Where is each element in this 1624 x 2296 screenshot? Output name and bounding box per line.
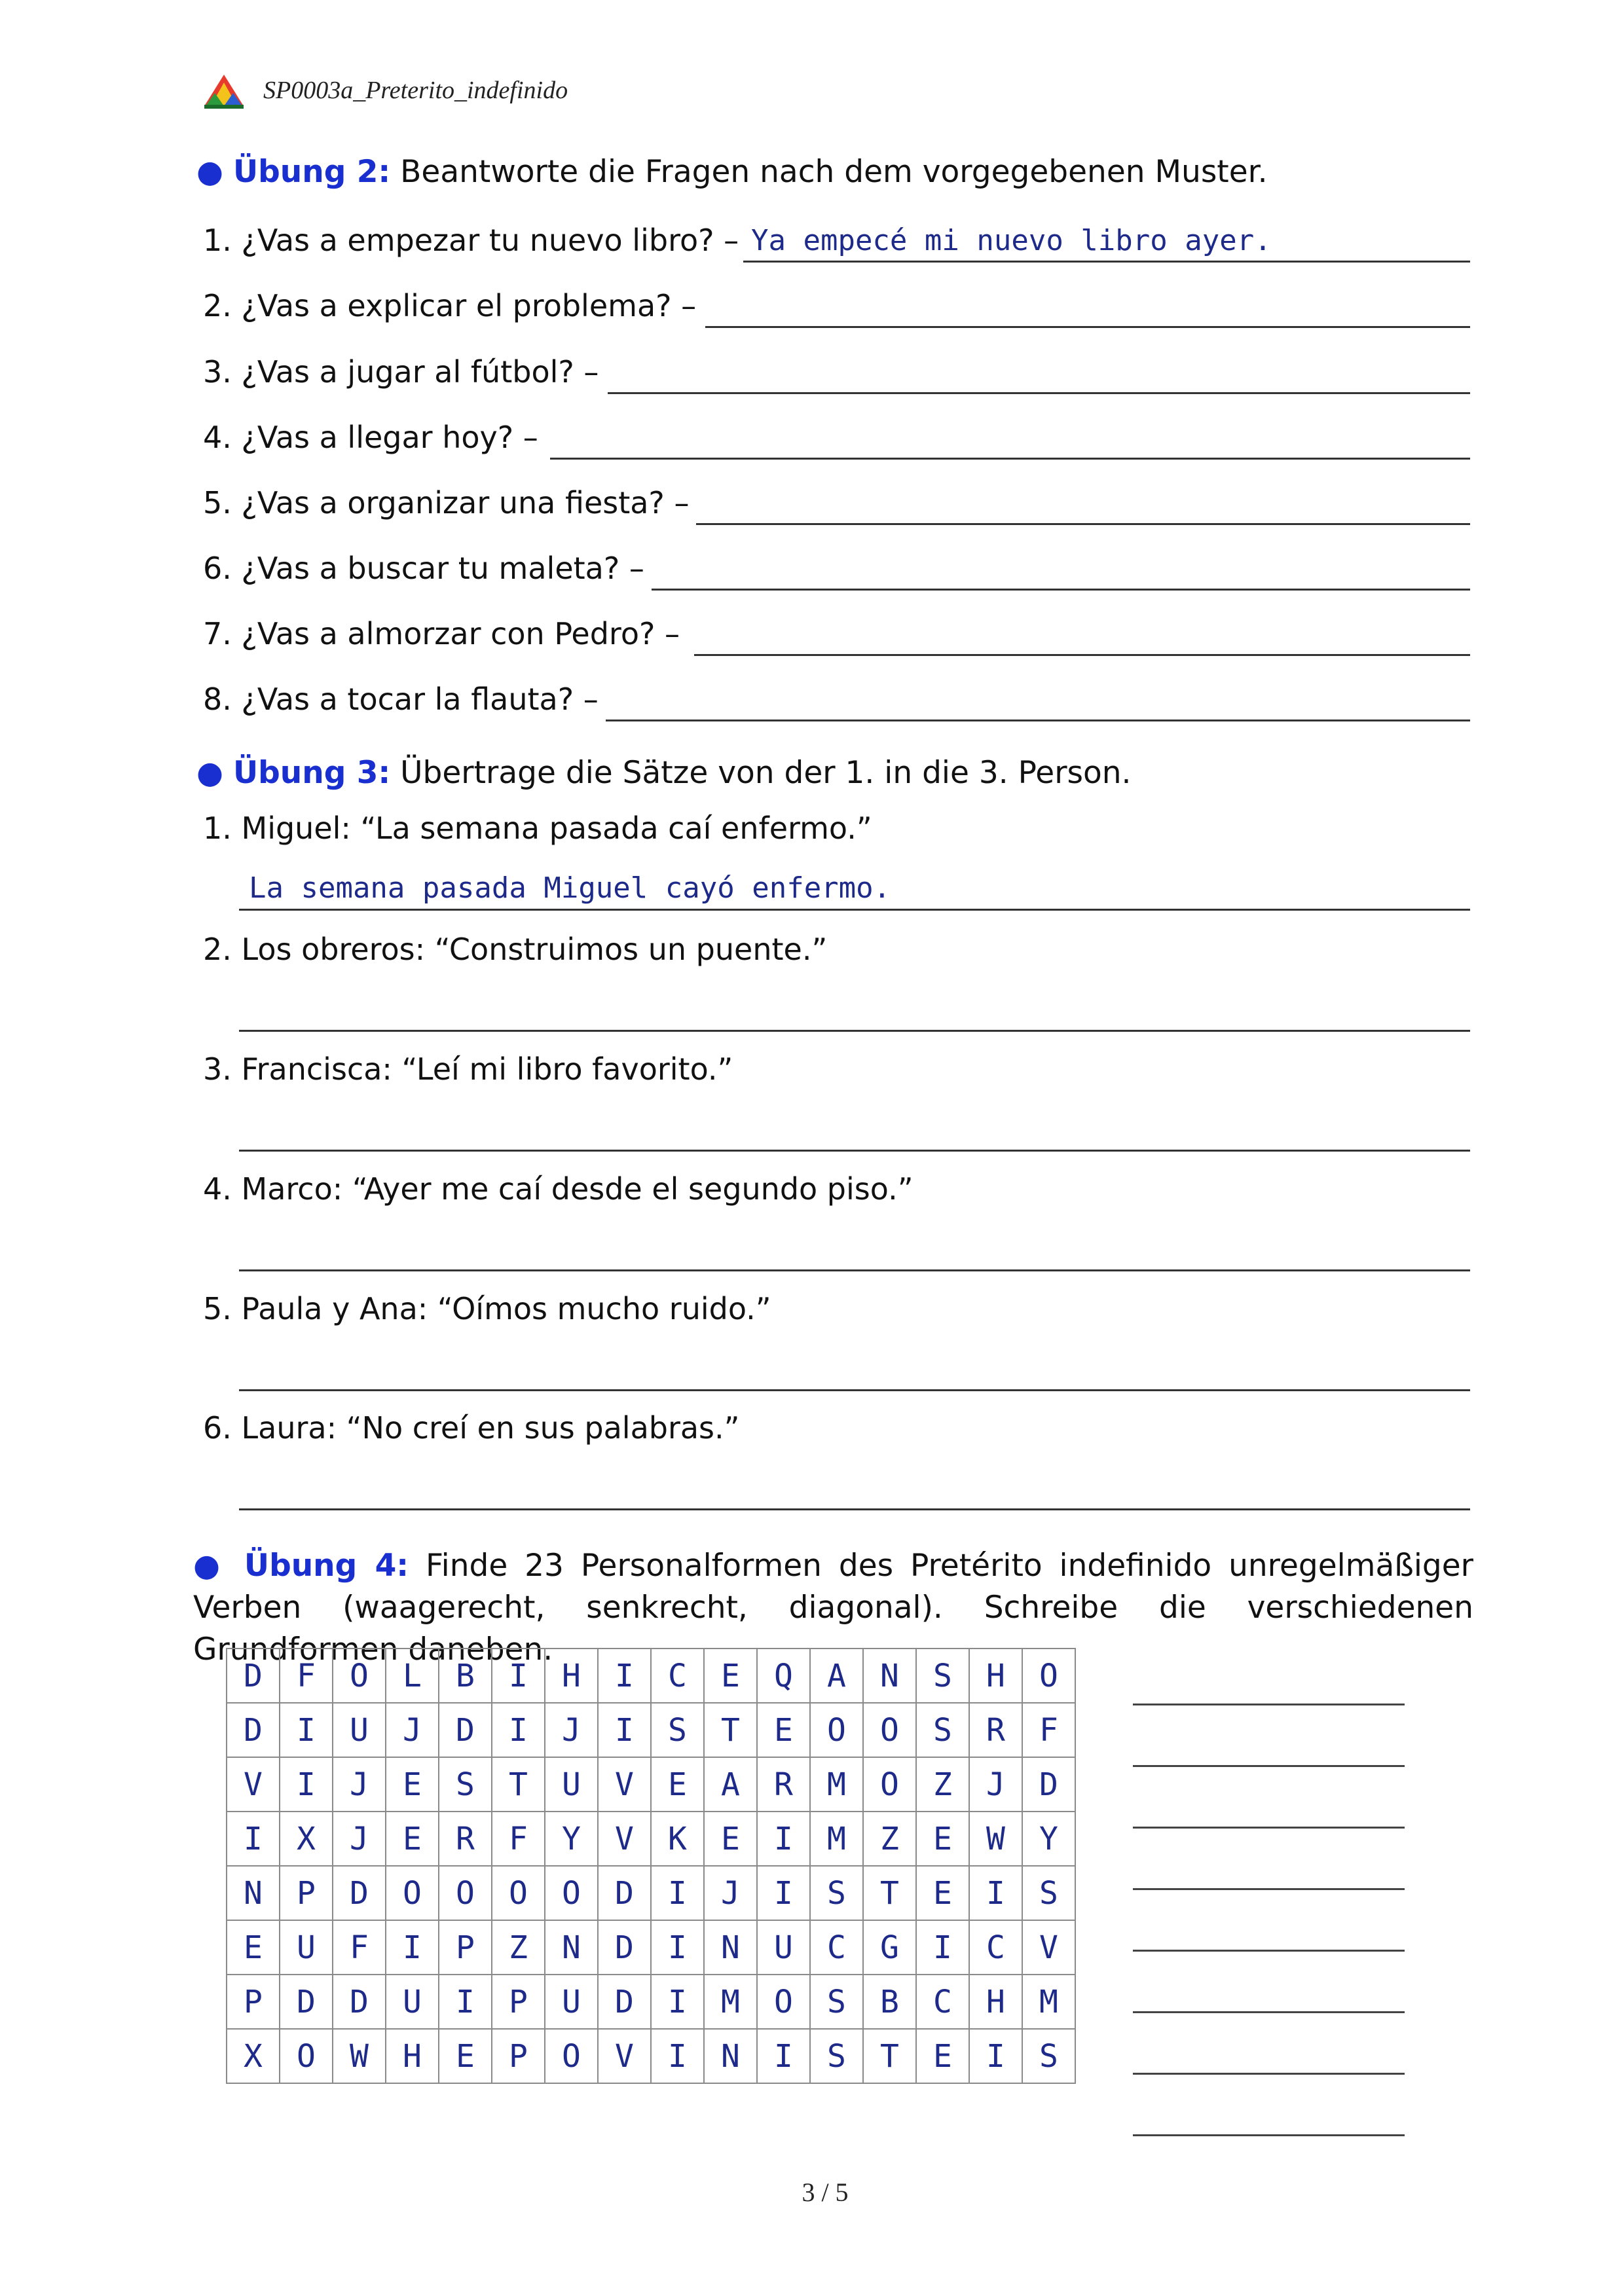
exercise-3-title bbox=[196, 755, 1132, 791]
grid-cell[interactable]: P bbox=[227, 1975, 280, 2029]
grid-cell[interactable]: V bbox=[1022, 1920, 1075, 1975]
grid-cell[interactable]: O bbox=[863, 1703, 916, 1757]
grid-cell[interactable]: P bbox=[439, 1920, 492, 1975]
grid-cell[interactable]: Y bbox=[1022, 1812, 1075, 1866]
grid-cell[interactable]: O bbox=[545, 2029, 598, 2083]
grid-cell[interactable]: O bbox=[333, 1649, 386, 1703]
answer-line[interactable] bbox=[694, 654, 1470, 656]
question-item bbox=[203, 551, 644, 586]
grid-cell[interactable]: B bbox=[863, 1975, 916, 2029]
grid-cell[interactable]: E bbox=[916, 1866, 969, 1920]
grid-row bbox=[227, 1757, 1075, 1812]
grid-cell[interactable]: F bbox=[280, 1649, 333, 1703]
answer-line[interactable] bbox=[696, 523, 1470, 525]
grid-cell[interactable]: C bbox=[810, 1920, 863, 1975]
header bbox=[203, 73, 792, 113]
grid-cell[interactable]: I bbox=[757, 1866, 810, 1920]
answer-line[interactable] bbox=[1133, 1827, 1405, 1829]
item-number: 8. bbox=[203, 682, 232, 717]
answer-line[interactable] bbox=[239, 1030, 1470, 1032]
grid-cell[interactable]: A bbox=[810, 1649, 863, 1703]
grid-cell[interactable]: Q bbox=[757, 1649, 810, 1703]
grid-cell[interactable]: U bbox=[386, 1975, 439, 2029]
answer-line[interactable] bbox=[239, 909, 1470, 911]
sentence-item bbox=[203, 932, 827, 967]
question-item bbox=[203, 288, 696, 323]
item-number: 4. bbox=[203, 420, 232, 455]
sentence-text: Los obreros: “Construimos un puente.” bbox=[241, 932, 828, 967]
question-item bbox=[203, 682, 599, 717]
question-item bbox=[203, 485, 689, 520]
grid-cell[interactable]: J bbox=[386, 1703, 439, 1757]
grid-cell[interactable]: F bbox=[492, 1812, 545, 1866]
grid-cell[interactable]: J bbox=[333, 1757, 386, 1812]
grid-cell[interactable]: H bbox=[545, 1649, 598, 1703]
answer-line[interactable] bbox=[239, 1150, 1470, 1152]
item-number: 2. bbox=[203, 288, 232, 323]
answer-line[interactable] bbox=[239, 1269, 1470, 1271]
question-text: ¿Vas a buscar tu maleta? – bbox=[241, 551, 644, 586]
answer-line[interactable] bbox=[743, 261, 1470, 263]
question-text: ¿Vas a llegar hoy? – bbox=[241, 420, 538, 455]
sentence-text: Paula y Ana: “Oímos mucho ruido.” bbox=[241, 1291, 771, 1326]
grid-cell[interactable]: J bbox=[545, 1703, 598, 1757]
grid-cell[interactable]: D bbox=[439, 1703, 492, 1757]
grid-cell[interactable]: V bbox=[598, 1812, 651, 1866]
grid-cell[interactable]: C bbox=[651, 1649, 704, 1703]
answer-line[interactable] bbox=[1133, 1704, 1405, 1705]
question-item bbox=[203, 354, 599, 390]
item-number: 7. bbox=[203, 616, 232, 651]
grid-cell[interactable]: O bbox=[545, 1866, 598, 1920]
grid-cell[interactable]: Z bbox=[492, 1920, 545, 1975]
grid-cell[interactable]: O bbox=[492, 1866, 545, 1920]
answer-line[interactable] bbox=[1133, 2134, 1405, 2136]
grid-cell[interactable]: Z bbox=[916, 1757, 969, 1812]
grid-cell[interactable]: V bbox=[598, 2029, 651, 2083]
grid-cell[interactable]: X bbox=[227, 2029, 280, 2083]
question-text: ¿Vas a explicar el problema? – bbox=[241, 288, 697, 323]
grid-cell[interactable]: E bbox=[704, 1649, 757, 1703]
sentence-text: Laura: “No creí en sus palabras.” bbox=[241, 1410, 740, 1446]
grid-row bbox=[227, 1920, 1075, 1975]
item-number: 2. bbox=[203, 932, 232, 967]
grid-cell[interactable]: M bbox=[704, 1975, 757, 2029]
grid-cell[interactable]: N bbox=[545, 1920, 598, 1975]
grid-cell[interactable]: D bbox=[598, 1866, 651, 1920]
grid-cell[interactable]: D bbox=[598, 1975, 651, 2029]
grid-cell[interactable]: C bbox=[916, 1975, 969, 2029]
grid-cell[interactable]: W bbox=[333, 2029, 386, 2083]
sentence-item bbox=[203, 1410, 739, 1446]
grid-cell[interactable]: O bbox=[810, 1703, 863, 1757]
grid-cell[interactable]: D bbox=[333, 1975, 386, 2029]
bullet: ● bbox=[196, 755, 224, 791]
grid-row bbox=[227, 1866, 1075, 1920]
item-number: 5. bbox=[203, 485, 232, 520]
grid-row bbox=[227, 1975, 1075, 2029]
item-number: 6. bbox=[203, 1410, 232, 1446]
item-number: 1. bbox=[203, 223, 232, 258]
colorful-triangle-logo-icon bbox=[203, 73, 245, 110]
grid-cell[interactable]: D bbox=[280, 1975, 333, 2029]
grid-cell[interactable]: E bbox=[757, 1703, 810, 1757]
grid-cell[interactable]: H bbox=[386, 2029, 439, 2083]
grid-cell[interactable]: V bbox=[227, 1757, 280, 1812]
grid-cell[interactable]: O bbox=[757, 1975, 810, 2029]
grid-cell[interactable]: D bbox=[227, 1649, 280, 1703]
grid-cell[interactable]: J bbox=[333, 1812, 386, 1866]
answer-line[interactable] bbox=[1133, 2073, 1405, 2075]
question-item bbox=[203, 420, 538, 455]
grid-cell[interactable]: I bbox=[598, 1649, 651, 1703]
grid-cell[interactable]: S bbox=[439, 1757, 492, 1812]
item-number: 1. bbox=[203, 811, 232, 846]
grid-cell[interactable]: P bbox=[492, 1975, 545, 2029]
grid-cell[interactable]: E bbox=[227, 1920, 280, 1975]
grid-cell[interactable]: E bbox=[386, 1812, 439, 1866]
answer-line[interactable] bbox=[1133, 1888, 1405, 1890]
grid-cell[interactable]: M bbox=[810, 1812, 863, 1866]
grid-cell[interactable]: I bbox=[280, 1757, 333, 1812]
grid-cell[interactable]: O bbox=[1022, 1649, 1075, 1703]
grid-cell[interactable]: S bbox=[651, 1703, 704, 1757]
grid-cell[interactable]: I bbox=[651, 1866, 704, 1920]
grid-cell[interactable]: T bbox=[492, 1757, 545, 1812]
grid-row bbox=[227, 1703, 1075, 1757]
handwritten-answer: La semana pasada Miguel cayó enfermo. bbox=[249, 871, 891, 905]
sentence-text: Francisca: “Leí mi libro favorito.” bbox=[241, 1051, 733, 1087]
grid-cell[interactable]: I bbox=[969, 1866, 1022, 1920]
handwritten-answer: Ya empecé mi nuevo libro ayer. bbox=[751, 224, 1272, 257]
grid-cell[interactable]: F bbox=[333, 1920, 386, 1975]
grid-cell[interactable]: E bbox=[704, 1812, 757, 1866]
grid-cell[interactable]: U bbox=[757, 1920, 810, 1975]
word-search-grid bbox=[226, 1648, 1076, 2084]
grid-cell[interactable]: I bbox=[651, 2029, 704, 2083]
question-item bbox=[203, 616, 680, 651]
grid-cell[interactable]: U bbox=[333, 1703, 386, 1757]
answer-line[interactable] bbox=[1133, 1950, 1405, 1952]
exercise-4-label: Übung 4: bbox=[244, 1548, 409, 1584]
grid-cell[interactable]: X bbox=[280, 1812, 333, 1866]
grid-cell[interactable]: M bbox=[810, 1757, 863, 1812]
grid-cell[interactable]: K bbox=[651, 1812, 704, 1866]
sentence-item bbox=[203, 1291, 771, 1326]
grid-cell[interactable]: I bbox=[280, 1703, 333, 1757]
sentence-item bbox=[203, 811, 872, 846]
exercise-3-instruction: Übertrage die Sätze von der 1. in die 3. Person. bbox=[400, 755, 1132, 791]
grid-cell[interactable]: T bbox=[704, 1703, 757, 1757]
grid-cell[interactable]: H bbox=[969, 1975, 1022, 2029]
grid-cell[interactable]: T bbox=[863, 2029, 916, 2083]
grid-cell[interactable]: P bbox=[492, 2029, 545, 2083]
item-number: 6. bbox=[203, 551, 232, 586]
question-item bbox=[203, 223, 739, 258]
item-number: 3. bbox=[203, 354, 232, 390]
grid-cell[interactable]: S bbox=[1022, 1866, 1075, 1920]
grid-cell[interactable]: N bbox=[863, 1649, 916, 1703]
grid-row bbox=[227, 2029, 1075, 2083]
grid-cell[interactable]: D bbox=[598, 1920, 651, 1975]
grid-cell[interactable]: R bbox=[757, 1757, 810, 1812]
grid-cell[interactable]: U bbox=[545, 1975, 598, 2029]
grid-cell[interactable]: H bbox=[969, 1649, 1022, 1703]
answer-line[interactable] bbox=[705, 326, 1470, 328]
grid-cell[interactable]: D bbox=[1022, 1757, 1075, 1812]
grid-cell[interactable]: S bbox=[810, 2029, 863, 2083]
grid-cell[interactable]: E bbox=[916, 2029, 969, 2083]
grid-cell[interactable]: B bbox=[439, 1649, 492, 1703]
answer-line[interactable] bbox=[1133, 2011, 1405, 2013]
answer-line[interactable] bbox=[608, 392, 1470, 394]
grid-cell[interactable]: L bbox=[386, 1649, 439, 1703]
question-text: ¿Vas a almorzar con Pedro? – bbox=[241, 616, 680, 651]
grid-cell[interactable]: D bbox=[333, 1866, 386, 1920]
grid-cell[interactable]: I bbox=[757, 2029, 810, 2083]
grid-cell[interactable]: Z bbox=[863, 1812, 916, 1866]
grid-row bbox=[227, 1649, 1075, 1703]
grid-cell[interactable]: S bbox=[916, 1703, 969, 1757]
grid-cell[interactable]: U bbox=[280, 1920, 333, 1975]
grid-cell[interactable]: T bbox=[863, 1866, 916, 1920]
grid-cell[interactable]: P bbox=[280, 1866, 333, 1920]
sentence-item bbox=[203, 1171, 913, 1207]
grid-cell[interactable]: I bbox=[492, 1649, 545, 1703]
grid-cell[interactable]: S bbox=[810, 1866, 863, 1920]
grid-cell[interactable]: I bbox=[386, 1920, 439, 1975]
grid-cell[interactable]: J bbox=[969, 1757, 1022, 1812]
document-id: SP0003a_Preterito_indefinido bbox=[263, 77, 568, 104]
grid-cell[interactable]: E bbox=[386, 1757, 439, 1812]
grid-cell[interactable]: I bbox=[969, 2029, 1022, 2083]
grid-cell[interactable]: N bbox=[704, 1920, 757, 1975]
grid-cell[interactable]: I bbox=[916, 1920, 969, 1975]
answer-line[interactable] bbox=[550, 458, 1470, 460]
question-text: ¿Vas a organizar una fiesta? – bbox=[241, 485, 690, 520]
item-number: 3. bbox=[203, 1051, 232, 1087]
grid-cell[interactable]: S bbox=[1022, 2029, 1075, 2083]
answer-line[interactable] bbox=[239, 1389, 1470, 1391]
grid-cell[interactable]: D bbox=[227, 1703, 280, 1757]
page-number: 3 / 5 bbox=[802, 2178, 849, 2207]
grid-cell[interactable]: I bbox=[492, 1703, 545, 1757]
grid-cell[interactable]: O bbox=[863, 1757, 916, 1812]
exercise-3-label: Übung 3: bbox=[232, 755, 391, 791]
grid-cell[interactable]: J bbox=[704, 1866, 757, 1920]
grid-cell[interactable]: F bbox=[1022, 1703, 1075, 1757]
item-number: 4. bbox=[203, 1171, 232, 1207]
grid-cell[interactable]: I bbox=[651, 1975, 704, 2029]
grid-cell[interactable]: Y bbox=[545, 1812, 598, 1866]
grid-cell[interactable]: I bbox=[757, 1812, 810, 1866]
exercise-4-instruction: Finde 23 Personalformen des Pretérito indefinido unregelmäßiger Verben (waagerecht, senkrecht, diagonal). Schreibe die verschiedenen Grundformen daneben. bbox=[193, 1548, 1473, 1667]
grid-cell[interactable]: N bbox=[227, 1866, 280, 1920]
grid-cell[interactable]: M bbox=[1022, 1975, 1075, 2029]
grid-cell[interactable]: E bbox=[439, 2029, 492, 2083]
grid-cell[interactable]: U bbox=[545, 1757, 598, 1812]
grid-cell[interactable]: I bbox=[227, 1812, 280, 1866]
question-text: ¿Vas a empezar tu nuevo libro? – bbox=[241, 223, 739, 258]
sentence-item bbox=[203, 1051, 733, 1087]
grid-cell[interactable]: R bbox=[969, 1703, 1022, 1757]
sentence-text: Miguel: “La semana pasada caí enfermo.” bbox=[241, 811, 872, 846]
answer-line[interactable] bbox=[606, 720, 1470, 721]
bullet: ● bbox=[193, 1548, 227, 1584]
grid-cell[interactable]: W bbox=[969, 1812, 1022, 1866]
exercise-2-title bbox=[196, 154, 1268, 190]
exercise-2-instruction: Beantworte die Fragen nach dem vorgegebenen Muster. bbox=[400, 154, 1268, 190]
answer-line[interactable] bbox=[239, 1508, 1470, 1510]
grid-cell[interactable]: S bbox=[810, 1975, 863, 2029]
grid-cell[interactable]: N bbox=[704, 2029, 757, 2083]
answer-line[interactable] bbox=[652, 589, 1470, 591]
grid-cell[interactable]: G bbox=[863, 1920, 916, 1975]
answer-line[interactable] bbox=[1133, 1765, 1405, 1767]
bullet: ● bbox=[196, 154, 224, 190]
grid-cell[interactable]: O bbox=[439, 1866, 492, 1920]
grid-cell[interactable]: E bbox=[651, 1757, 704, 1812]
grid-cell[interactable]: I bbox=[439, 1975, 492, 2029]
grid-row bbox=[227, 1812, 1075, 1866]
grid-cell[interactable]: C bbox=[969, 1920, 1022, 1975]
grid-cell[interactable]: I bbox=[651, 1920, 704, 1975]
exercise-2-label: Übung 2: bbox=[232, 154, 391, 190]
grid-cell[interactable]: R bbox=[439, 1812, 492, 1866]
grid-cell[interactable]: E bbox=[916, 1812, 969, 1866]
grid-cell[interactable]: O bbox=[280, 2029, 333, 2083]
grid-cell[interactable]: S bbox=[916, 1649, 969, 1703]
grid-cell[interactable]: I bbox=[598, 1703, 651, 1757]
sentence-text: Marco: “Ayer me caí desde el segundo piso.” bbox=[241, 1171, 913, 1207]
grid-cell[interactable]: O bbox=[386, 1866, 439, 1920]
grid-cell[interactable]: A bbox=[704, 1757, 757, 1812]
grid-cell[interactable]: V bbox=[598, 1757, 651, 1812]
question-text: ¿Vas a jugar al fútbol? – bbox=[241, 354, 599, 390]
question-text: ¿Vas a tocar la flauta? – bbox=[241, 682, 599, 717]
item-number: 5. bbox=[203, 1291, 232, 1326]
